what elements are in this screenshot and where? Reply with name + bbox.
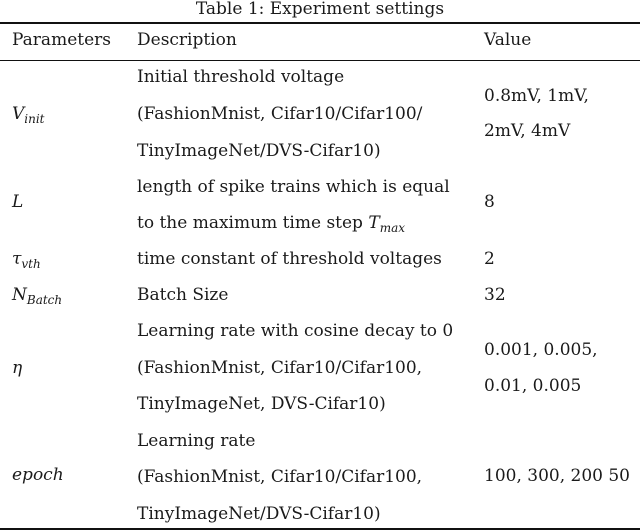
value-line: 32 [484, 285, 506, 305]
desc-line: (FashionMnist, Cifar10/Cifar100/ [137, 104, 423, 124]
desc-line: length of spike trains which is equal [137, 177, 450, 197]
bottom-rule [0, 528, 640, 530]
param-epoch: epoch [12, 465, 64, 485]
value-line: 2 [484, 249, 495, 269]
desc-line: TinyImageNet/DVS-Cifar10) [137, 141, 381, 161]
desc-line: Learning rate with cosine decay to 0 [137, 321, 454, 341]
table-caption: Table 1: Experiment settings [195, 0, 445, 19]
header-rule [0, 60, 640, 61]
header-description: Description [137, 30, 237, 50]
value-line: 8 [484, 192, 495, 212]
param-v-init: $V_{init}$ [12, 104, 45, 126]
desc-line: time constant of threshold voltages [137, 249, 442, 269]
desc-line: Learning rate [137, 431, 256, 451]
value-line: 0.01, 0.005 [484, 376, 582, 396]
top-rule [0, 22, 640, 24]
param-eta: η [12, 358, 23, 378]
desc-line: Batch Size [137, 285, 229, 305]
desc-line: (FashionMnist, Cifar10/Cifar100, [137, 467, 423, 487]
param-n-batch: $N_{Batch}$ [12, 285, 63, 307]
param-tau-vth: $\tau_{vth}$ [12, 249, 41, 271]
header-parameters: Parameters [12, 30, 111, 50]
value-line: 2mV, 4mV [484, 121, 571, 141]
desc-line: (FashionMnist, Cifar10/Cifar100, [137, 358, 423, 378]
header-value: Value [484, 30, 532, 50]
value-line: 0.001, 0.005, [484, 340, 598, 360]
value-line: 100, 300, 200 50 [484, 466, 630, 486]
desc-line: TinyImageNet/DVS-Cifar10) [137, 504, 381, 524]
desc-line: Initial threshold voltage [137, 67, 345, 87]
desc-line: TinyImageNet, DVS-Cifar10) [137, 394, 386, 414]
value-line: 0.8mV, 1mV, [484, 86, 589, 106]
desc-line: to the maximum time step $T_{max}$ [137, 213, 405, 235]
param-l: L [12, 192, 24, 212]
